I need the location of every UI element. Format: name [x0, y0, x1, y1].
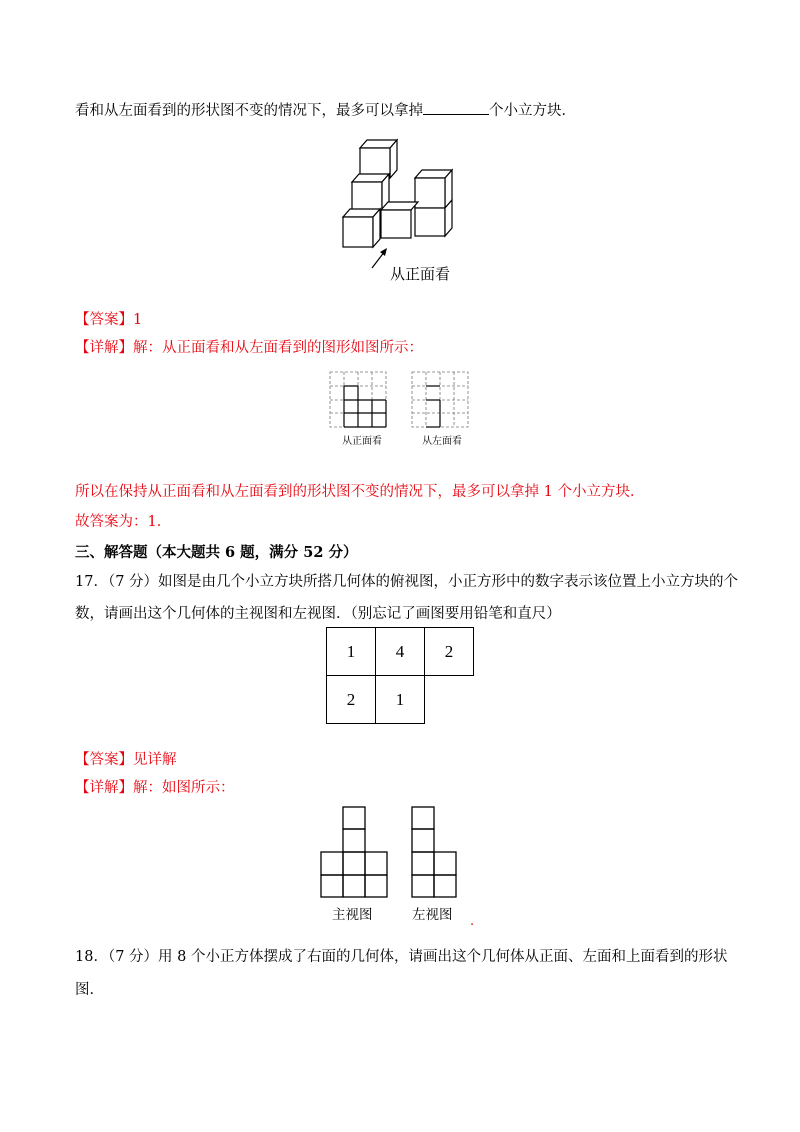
answer-value: 见详解: [133, 752, 177, 768]
answer-value: 1: [133, 312, 143, 328]
q16-final: 故答案为：1．: [75, 514, 172, 530]
grid-cell-empty: [425, 676, 474, 724]
section-title: 三、解答题（本大题共 6 题，满分 52 分）: [75, 544, 358, 561]
q17-answer-line: [75, 750, 177, 770]
detail-tag: 【详解】: [75, 340, 133, 356]
view-front-caption: 从正面看: [342, 436, 382, 447]
figure-caption-front: 从正面看: [390, 265, 451, 283]
view-left-caption: 从左面看: [422, 436, 462, 447]
grid-cell: 2: [327, 676, 376, 724]
cube-stack-figure: [330, 135, 480, 290]
q17-views-figure: [318, 805, 488, 930]
top-view-grid: [326, 627, 474, 724]
q18-line1: 18．（7 分）用 8 个小正方体摆成了右面的几何体，请画出这个几何体从正面、左面和上面看到的形状: [75, 949, 728, 965]
prev-question-line: [75, 100, 576, 121]
q17-line2: 数，请画出这个几何体的主视图和左视图．（别忘记了画图要用铅笔和直尺）: [75, 606, 561, 622]
prev-question-text-end: 个小立方块．: [489, 103, 576, 119]
q18-line2: 图．: [75, 982, 104, 998]
grid-cell: 1: [376, 676, 425, 724]
grid-cell: 1: [327, 628, 376, 676]
main-view-caption: 主视图: [332, 907, 373, 923]
q16-answer-line: [75, 310, 142, 330]
left-view-caption: 左视图: [412, 907, 453, 923]
grid-cell: 4: [376, 628, 425, 676]
q16-conclusion: 所以在保持从正面看和从左面看到的形状图不变的情况下，最多可以拿掉 1 个小立方块．: [75, 484, 645, 500]
detail-text: 解：如图所示：: [133, 780, 235, 796]
stray-mark: .: [470, 914, 475, 929]
prev-question-text: 看和从左面看到的形状图不变的情况下，最多可以拿掉: [75, 103, 423, 119]
detail-tag: 【详解】: [75, 780, 133, 796]
answer-tag: 【答案】: [75, 752, 133, 768]
q16-views-figure: [328, 370, 478, 450]
grid-cell: 2: [425, 628, 474, 676]
q16-detail-line: [75, 338, 423, 358]
answer-tag: 【答案】: [75, 312, 133, 328]
q17-detail-line: [75, 778, 235, 798]
detail-text: 解：从正面看和从左面看到的图形如图所示：: [133, 340, 423, 356]
answer-blank: [423, 100, 489, 115]
q17-line1: 17．（7 分）如图是由几个小立方块所搭几何体的俯视图，小正方形中的数字表示该位置上小立方块的个: [75, 574, 739, 590]
